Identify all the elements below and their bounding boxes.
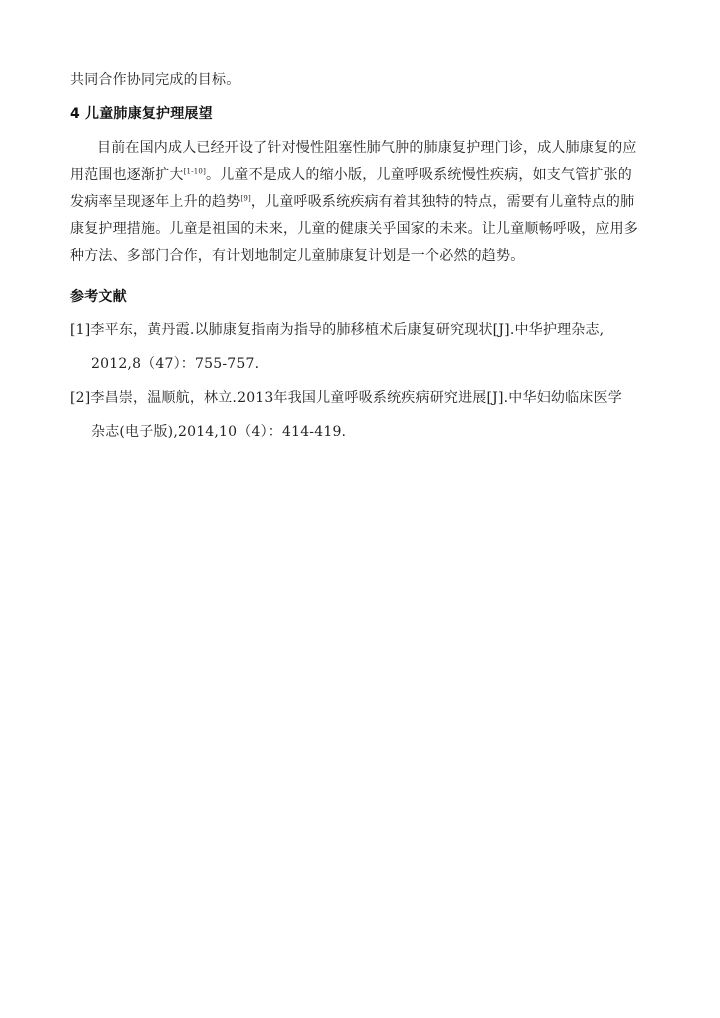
references-heading: 参考文献: [70, 289, 127, 305]
body-line-1: 目前在国内成人已经开设了针对慢性阻塞性肺气肿的肺康复护理门诊，成人肺康复的应: [97, 140, 637, 156]
body-line-2-text-a: 用范围也逐渐扩大: [70, 167, 184, 183]
reference-1-line-2: 2012,8（47）：755-757.: [91, 356, 260, 372]
body-line-3-text-b: ，儿童呼吸系统疾病有着其独特的特点，需要有儿童特点的肺: [250, 194, 635, 210]
reference-2-line-1: [2]李昌崇，温顺航，林立.2013年我国儿童呼吸系统疾病研究进展[J].中华妇幼临床医学: [70, 390, 622, 406]
reference-1-line-1: [1]李平东，黄丹霞.以肺康复指南为指导的肺移植术后康复研究现状[J].中华护理杂志,: [70, 322, 605, 338]
citation-marker: [9]: [240, 194, 251, 203]
body-line-4: 康复护理措施。儿童是祖国的未来，儿童的健康关乎国家的未来。让儿童顺畅呼吸，应用多: [70, 221, 638, 237]
intro-line: 共同合作协同完成的目标。: [70, 72, 241, 88]
citation-marker: [1-10]: [183, 167, 206, 176]
body-line-5: 种方法、多部门合作，有计划地制定儿童肺康复计划是一个必然的趋势。: [70, 248, 525, 264]
body-line-3: [70, 193, 634, 211]
body-line-3-text-a: 发病率呈现逐年上升的趋势: [70, 194, 241, 210]
reference-2-line-2: 杂志(电子版),2014,10（4）：414-419.: [91, 424, 347, 440]
body-line-2-text-b: 。儿童不是成人的缩小版，儿童呼吸系统慢性疾病，如支气管扩张的: [206, 167, 632, 183]
section-heading: 4 儿童肺康复护理展望: [70, 106, 213, 122]
body-line-2: [70, 166, 632, 184]
